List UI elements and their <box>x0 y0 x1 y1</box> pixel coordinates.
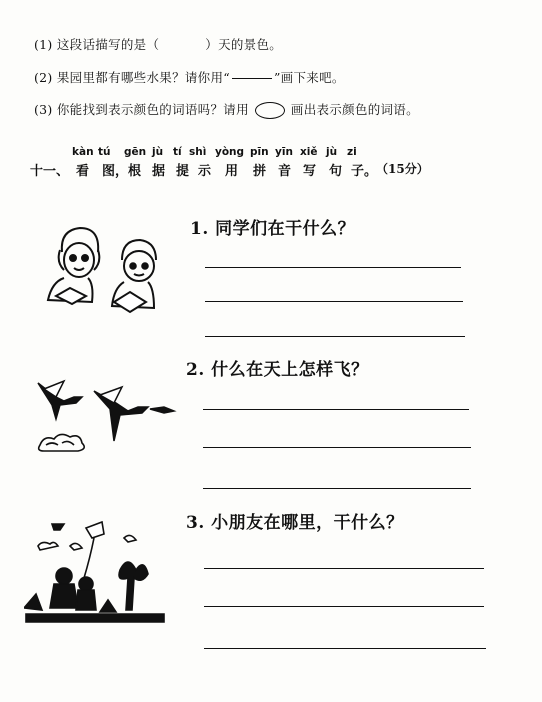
pinyin: xiě <box>300 146 318 158</box>
oval-mark-icon <box>255 102 285 119</box>
heading-char: 看 <box>76 164 90 179</box>
kite-flying-icon <box>24 518 174 628</box>
pinyin: kàn <box>72 146 94 158</box>
task-2-title: 2. 什么在天上怎样飞？ <box>186 360 369 380</box>
heading-char: 用 <box>225 164 239 179</box>
pinyin: shì <box>189 146 207 158</box>
heading-char: 据 <box>152 164 166 179</box>
answer-line[interactable] <box>203 409 469 410</box>
pinyin: yòng <box>215 146 245 158</box>
pinyin: jù <box>152 146 164 158</box>
question-1-prefix: (1) 这段话描写的是（ <box>34 37 160 52</box>
answer-line[interactable] <box>205 267 461 268</box>
pinyin: jù <box>326 146 338 158</box>
heading-char: 子。 <box>351 164 378 179</box>
heading-char: 图， <box>102 164 129 179</box>
pinyin: pīn <box>250 146 269 158</box>
pinyin: zi <box>347 146 357 158</box>
answer-line[interactable] <box>203 447 471 448</box>
question-2 <box>34 68 345 86</box>
question-2-prefix: (2) 果园里都有哪些水果？请你用“ <box>34 70 230 85</box>
pinyin: gēn <box>124 146 147 158</box>
answer-line[interactable] <box>205 301 463 302</box>
answer-line[interactable] <box>204 648 486 649</box>
answer-line[interactable] <box>205 336 465 337</box>
pinyin: tú <box>98 146 111 158</box>
question-3-prefix: (3) 你能找到表示颜色的词语吗？请用 <box>34 102 249 117</box>
pinyin: tí <box>173 146 182 158</box>
task-3-title: 3. 小朋友在哪里，干什么？ <box>186 513 404 533</box>
pinyin: yīn <box>275 146 293 158</box>
question-3 <box>34 100 419 119</box>
heading-char: 根 <box>128 164 142 179</box>
children-reading-icon <box>42 222 167 322</box>
answer-line[interactable] <box>204 568 484 569</box>
underline-mark <box>232 78 272 79</box>
heading-char: 写 <box>303 164 317 179</box>
answer-line[interactable] <box>204 606 484 607</box>
heading-char: 音 <box>278 164 292 179</box>
section-score: （15分） <box>376 162 429 176</box>
heading-char: 提 <box>176 164 190 179</box>
section-number: 十一、 <box>30 164 70 179</box>
question-1 <box>34 35 282 53</box>
flying-birds-icon <box>34 375 184 457</box>
answer-line[interactable] <box>203 488 471 489</box>
heading-char: 拼 <box>253 164 267 179</box>
question-3-suffix: 画出表示颜色的词语。 <box>290 102 419 117</box>
question-1-suffix: ）天的景色。 <box>205 37 283 52</box>
heading-char: 示 <box>198 164 212 179</box>
task-1-title: 1. 同学们在干什么？ <box>190 219 356 239</box>
heading-char: 句 <box>329 164 343 179</box>
question-2-suffix: ”画下来吧。 <box>273 70 345 85</box>
